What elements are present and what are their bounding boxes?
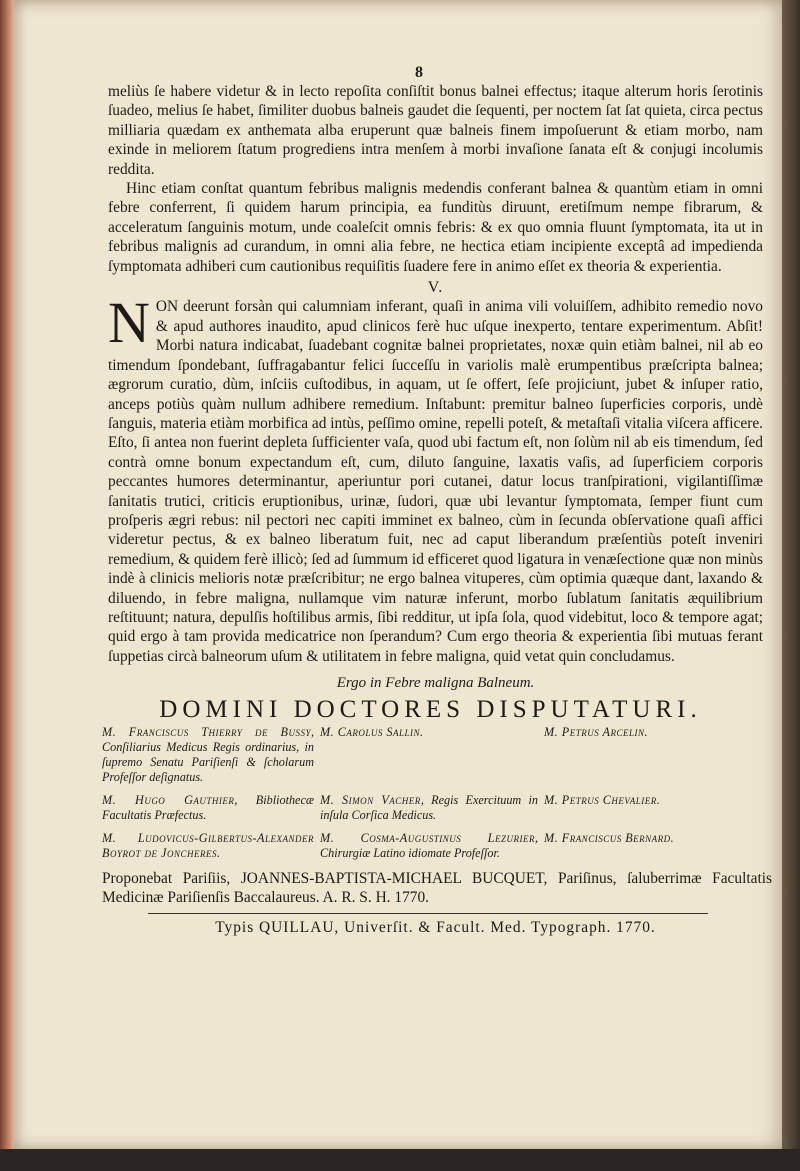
conclusion-line: Ergo in Febre maligna Balneum.	[336, 675, 535, 692]
page-text	[102, 82, 772, 937]
doctor-entry: M. Ludovicus-Gilbertus-Alexander Boyrot de Joncheres.	[102, 831, 314, 860]
drop-cap: N	[108, 290, 150, 356]
intro-paragraph-1: meliùs ſe habere videtur & in lecto repoſita conſiſtit bonus balnei effectus; itaque alterum horis ſerotinis ſuadeo, melius ſe habet, ſimiliter duobus balneis gaudet die ſequenti, per noctem ſat ſat quieta, circa pectus milliaria quædam ex anthemata alba eruperunt quæ balneis finem impoſuerunt & etiam morbo, nam exinde in meliorem ſtatum progrediens intra menſem à morbi invaſione ſanata eſt & conjugi incolumis reddita.	[108, 83, 763, 178]
bottom-shadow	[0, 1149, 800, 1171]
printer-imprint: Typis QUILLAU, Univerſit. & Facult. Med. Typograph. 1770.	[215, 919, 656, 936]
section-heading: V.	[427, 279, 444, 297]
book-spine-edge	[782, 0, 800, 1171]
intro-paragraph-2: Hinc etiam conſtat quantum febribus malignis medendis conferant balnea & quantùm etiam in omni febre conferrent, ſi quidem harum principia, ea funditùs diruunt, eretiſmum nempe fibrarum, & acceleratum ſanguinis motum, unde coaleſcit omnis febris: & ex quo omnia fluunt ſymptomata, ita ut in febribus malignis ad curandum, in omni alia febre, ne hectica etiam incipiente exceptâ ad impedienda ſymptomata adhiberi cum cautionibus requiſitis ſuadere fere in animo eſſet ex theoria & experientia.	[108, 180, 763, 275]
doctor-entry: M. Simon Vacher, Regis Exercituum in inſula Corſica Medicus.	[320, 793, 539, 822]
doctors-list	[102, 725, 763, 861]
section-body-text: ON deerunt forsàn qui calumniam inferant, quaſi in anima vili voluiſſem, adhibito remedio novo & apud authores inaudito, apud clinicos ferè huc uſque inexperto, tentare experimentum. Abſit! Morbi natura indicabat, ſuadebant cognitæ balnei proprietates, noxæ quin etiàm balnei, nil ab eo timendum ſpondebant, ſuffragabantur felici ſucceſſu in variolis malè erumpentibus præſcripta balnea; ægrorum curatio, dùm, inſciis cuſtodibus, in aquam, ut ſe offert, ſeſe projiciunt, jubet & inſuper ratio, anceps potiùs quàm nullum adhibere remedium. Inſtabunt: premitur balneo ſuperficies corporis, undè ſanguis, materia etiàm morbifica ad intùs, peſſimo omine, repelli poteſt, & metaſtaſi vitalia viſcera afficere. Eſto, ſi antea non fuerint depleta ſufficienter vaſa, quod ubi factum eſt, non ſolùm nil ab eis timendum, ſed contrà omne bonum expectandum eſt, cum, diluto ſanguine, laxatis vaſis, ad ſuperficiem corporis peccantes humores determinantur, aperiuntur pori cutanei, datur locus tranſpirationi, vigilantiſſimæ ſanitatis trutici, criticis eruptionibus, urinæ, ſudori, quæ ubi levantur ſymptomata, ſemper fiunt cum proſperis ægri rebus: nil pectori nec capiti imminet ex balneo, cùm in ſecunda obſervatione quaſi affici videretur pectus, & ex balneo liberatum fuit, nec ad caput liberandum præſentiùs poteſt inveniri remedium, & quidem ferè illicò; ſed ad ſummum id efficeret quod ligatura in venæſectione quæ non minùs indè à clinicis melioris notæ præſcribitur; ne ergo balnea vituperes, cùm optimia quæque dant, laxando & diluendo, in febre maligna, nullamque vim naturæ inferunt, morbo ſublatum ſanitatis æquilibrium reſtituunt; natura, depulſis hoſtilibus armis, ſibi redditur, ut ipſa ſola, quod videbitut, loco & tempore agat; quid ergo à tam provida medicatrice non ſperandum? Cum ergo theoria & experientia ſibi mutuas ferant ſuppetias circà balneorum uſum & utilitatem in febre maligna, quid vetat quin concludamus.	[108, 298, 763, 665]
section-body-paragraph	[108, 290, 763, 666]
divider-rule	[148, 913, 708, 914]
doctor-entry: M. Carolus Sallin.	[320, 725, 424, 739]
doctor-entry: M. Franciscus Thierry de Bussy, Conſiliarius Medicus Regis ordinarius, in ſupremo Senatu Pariſienſi & ſcholarum Profeſſor deſignatus.	[102, 725, 314, 784]
doctor-entry: M. Hugo Gauthier, Bibliothecæ Facultatis Præfectus.	[102, 793, 314, 822]
doctor-entry: M. Petrus Arcelin.	[544, 725, 649, 739]
page-number: 8	[415, 64, 423, 81]
doctor-entry: M. Cosma-Augustinus Lezurier, Chirurgiæ Latino idiomate Profeſſor.	[320, 831, 538, 860]
doctor-entry: M. Petrus Chevalier.	[544, 793, 661, 807]
proponebat-line: Proponebat Pariſiis, JOANNES-BAPTISTA-MICHAEL BUCQUET, Pariſinus, ſaluberrimæ Facultatis Medicinæ Pariſienſis Baccalaureus. A. R. S. H. 1770.	[102, 870, 772, 906]
doctor-entry: M. Franciscus Bernard.	[544, 831, 675, 845]
doctors-heading: DOMINI DOCTORES DISPUTATURI.	[159, 695, 702, 723]
